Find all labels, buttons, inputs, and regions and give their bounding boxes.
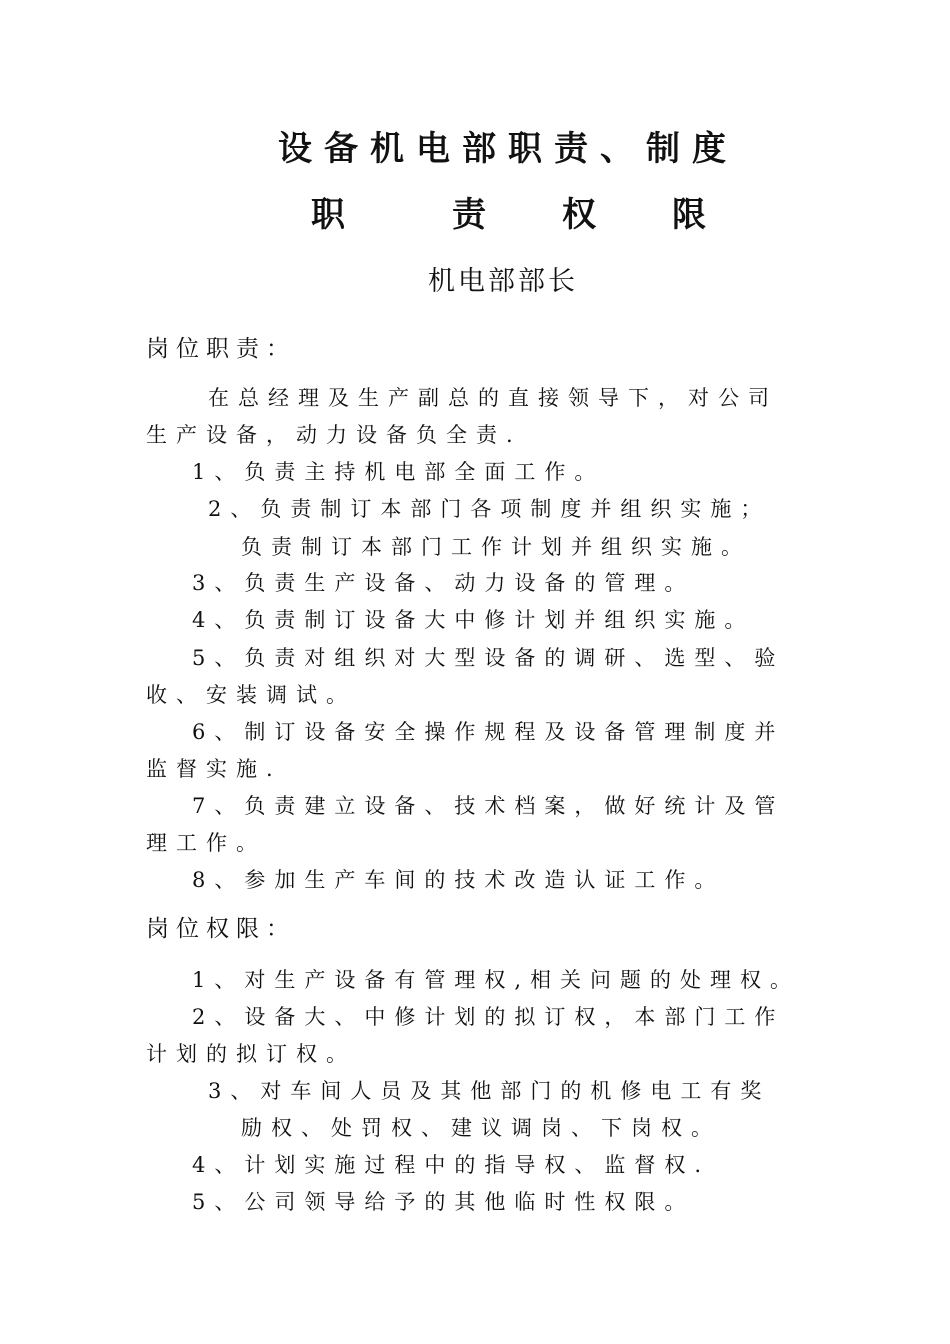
duty-item-continuation: 收、安装调试。 [146, 683, 356, 707]
duty-item-continuation: 理工作。 [146, 831, 266, 855]
authority-item: 4、计划实施过程中的指导权、监督权. [192, 1153, 711, 1177]
authority-item: 2、设备大、中修计划的拟订权，本部门工作 [192, 1005, 785, 1029]
duty-item-continuation: 负责制订本部门工作计划并组织实施。 [241, 535, 751, 559]
authority-item-continuation: 计划的拟订权。 [146, 1042, 356, 1066]
duty-item: 4、负责制订设备大中修计划并组织实施。 [192, 608, 755, 632]
duty-item-continuation: 监督实施. [146, 757, 282, 781]
duties-intro-line: 在总经理及生产副总的直接领导下，对公司 [208, 386, 778, 410]
duty-item: 5、负责对组织对大型设备的调研、选型、验 [192, 646, 785, 670]
authority-item: 3、对车间人员及其他部门的机修电工有奖 [208, 1079, 771, 1103]
duty-item: 3、负责生产设备、动力设备的管理。 [192, 571, 695, 595]
heading-char: 职 [311, 195, 345, 235]
authority-item-continuation: 励权、处罚权、建议调岗、下岗权。 [241, 1116, 721, 1140]
heading-char: 限 [672, 195, 706, 235]
duty-item: 1、负责主持机电部全面工作。 [192, 460, 605, 484]
heading-char: 权 [562, 195, 596, 235]
duty-item: 6、制订设备安全操作规程及设备管理制度并 [192, 720, 785, 744]
authority-header: 岗位权限： [146, 916, 296, 942]
duties-intro-line: 生产设备，动力设备负全责. [146, 423, 522, 447]
duties-header: 岗位职责： [146, 336, 296, 362]
duty-item: 2、负责制订本部门各项制度并组织实施； [208, 497, 771, 521]
duty-item: 8、参加生产车间的技术改造认证工作。 [192, 868, 725, 892]
authority-item: 1、对生产设备有管理权,相关问题的处理权。 [192, 968, 801, 992]
authority-item: 5、公司领导给予的其他临时性权限。 [192, 1190, 695, 1214]
duty-item: 7、负责建立设备、技术档案，做好统计及管 [192, 794, 785, 818]
heading-char: 责 [452, 195, 486, 235]
document-title: 设备机电部职责、制度 [278, 129, 738, 169]
position-title: 机电部部长 [428, 266, 578, 297]
